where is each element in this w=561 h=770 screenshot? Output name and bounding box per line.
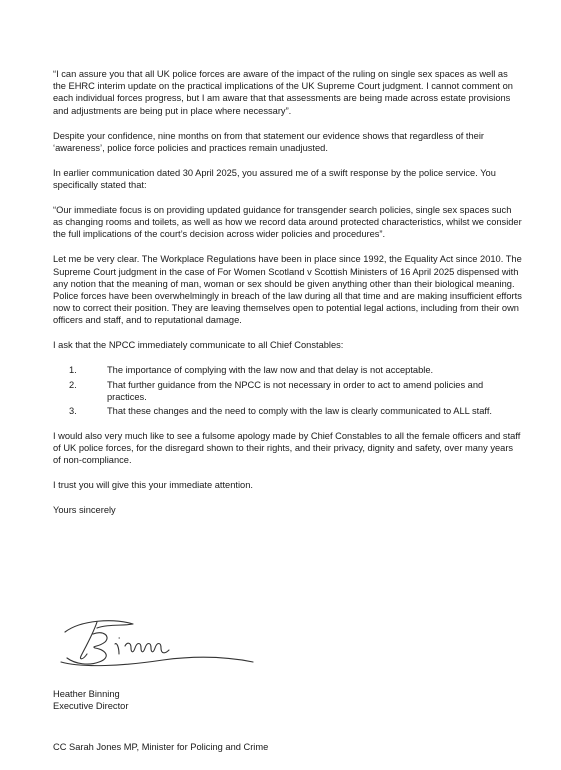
closing-salutation: Yours sincerely	[53, 505, 116, 516]
list-item	[53, 405, 523, 417]
list-item-text: That further guidance from the NPCC is not necessary in order to act to amend policies and practices.	[107, 379, 484, 402]
request-list	[53, 364, 523, 417]
signer-name: Heather Binning	[53, 689, 120, 699]
cc-line: CC Sarah Jones MP, Minister for Policing and Crime	[53, 742, 269, 752]
letter-body	[53, 68, 523, 517]
list-item-text: The importance of complying with the law now and that delay is not acceptable.	[107, 365, 434, 376]
signer-block	[53, 688, 128, 712]
paragraph-awareness: Despite your confidence, nine months on from that statement our evidence shows that regardless of their ‘awareness’, police force policies and practices remain unadjusted.	[53, 130, 484, 153]
list-item	[53, 379, 523, 403]
list-item-number: 3.	[69, 406, 77, 417]
signer-title: Executive Director	[53, 701, 129, 712]
list-item	[53, 364, 523, 376]
quote-paragraph-2: “Our immediate focus is on providing updated guidance for transgender search policies, single sex spaces such as changing rooms and toilets, as well as how we record data around protected characteristics, whilst we consider the full implications of the court’s decision across wider policies and procedures”.	[53, 205, 522, 240]
paragraph-apology: I would also very much like to see a fulsome apology made by Chief Constables to all the female officers and staff of UK police forces, for the disregard shown to their rights, and their privacy, dignity and safety, over many years of non-compliance.	[53, 431, 521, 466]
paragraph-request: I ask that the NPCC immediately communicate to all Chief Constables:	[53, 340, 344, 351]
list-item-text: That these changes and the need to comply with the law is clearly communicated to ALL staff.	[107, 406, 493, 417]
list-item-number: 1.	[69, 365, 77, 376]
signature-icon	[53, 612, 263, 672]
quote-paragraph-1: “I can assure you that all UK police forces are aware of the impact of the ruling on single sex spaces as well as the EHRC interim update on the practical implications of the UK Supreme Court judgment. I cannot comment on each individual forces progress, but I am aware that that assessments are being made across estate provisions and adjustments are being put in place where necessary”.	[53, 69, 513, 116]
paragraph-attention: I trust you will give this your immediate attention.	[53, 480, 253, 491]
paragraph-earlier-communication: In earlier communication dated 30 April 2025, you assured me of a swift response by the police service. You specifically stated that:	[53, 167, 496, 191]
paragraph-law: Let me be very clear. The Workplace Regulations have been in place since 1992, the Equality Act since 2010. The Supreme Court judgment in the case of For Women Scotland v Scottish Ministers of 16 April 2025 dispensed with any notion that the meaning of man, woman or sex should be given anything other than their biological meaning. Police forces have been overwhelmingly in breach of the law during all that time and are making insufficient efforts now to correct their position. They are leaving themselves open to potential legal actions, including from their own officers and staff, and to reputational damage.	[53, 254, 522, 326]
list-item-number: 2.	[69, 379, 77, 390]
